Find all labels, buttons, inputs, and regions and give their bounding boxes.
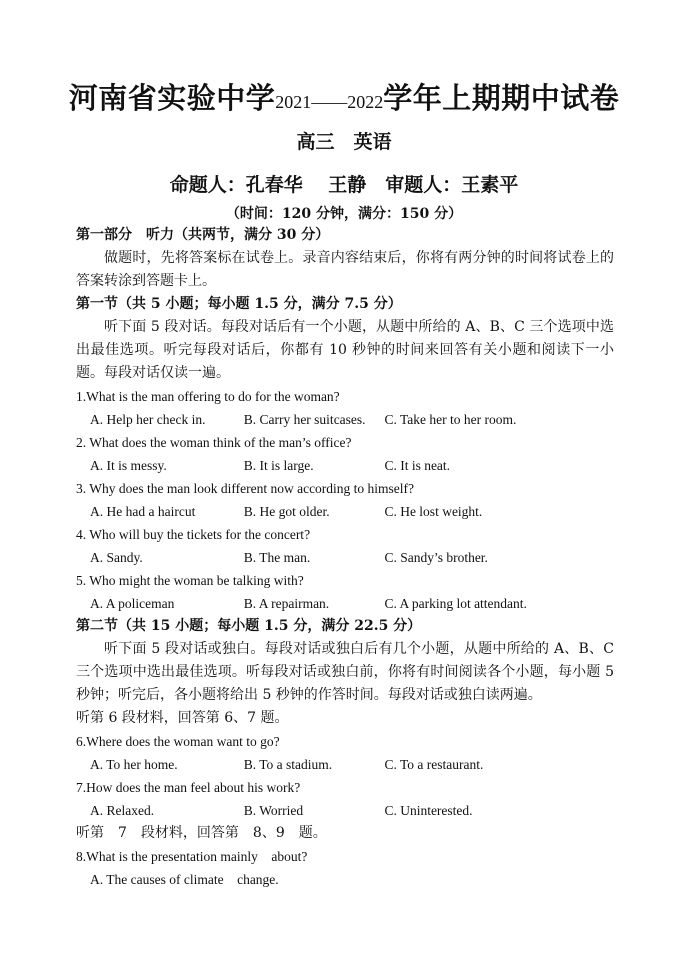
- question-7-options: [76, 799, 614, 822]
- option-b: B. He got older.: [243, 504, 330, 519]
- option-b: B. A repairman.: [243, 596, 330, 611]
- option-b: B. To a stadium.: [243, 757, 333, 772]
- option-c: C. Uninterested.: [384, 803, 473, 818]
- question-4-options: [76, 546, 614, 569]
- exam-content: [76, 224, 614, 891]
- exam-subtitle: 高三 英语: [296, 131, 392, 153]
- question-6-options: [76, 753, 614, 776]
- section2-intro: 听下面 5 段对话或独白。每段对话或独白后有几个小题，从题中所给的 A、B、C 三个选项中选出最佳选项。听每段对话或独白前，你将有时间阅读各个小题，每小题 5 秒钟；听完后，各小题将给出 5 秒钟的作答时间。每段对话或独白读两遍。: [76, 641, 614, 703]
- option-a: A. He had a haircut: [90, 504, 196, 519]
- question-1: 1.What is the man offering to do for the woman?: [76, 389, 340, 404]
- question-8: 8.What is the presentation mainly about?: [76, 849, 308, 864]
- question-3-options: [76, 500, 614, 523]
- option-a: A. To her home.: [90, 757, 178, 772]
- question-1-options: [76, 408, 614, 431]
- option-a: A. A policeman: [90, 596, 175, 611]
- option-a: A. It is messy.: [90, 458, 167, 473]
- option-b: B. The man.: [243, 550, 311, 565]
- option-c: C. To a restaurant.: [384, 757, 484, 772]
- question-7: 7.How does the man feel about his work?: [76, 780, 301, 795]
- option-a: A. The causes of climate change.: [90, 872, 279, 887]
- title-suffix: 学年上期期中试卷: [383, 81, 620, 115]
- part1-intro: 做题时，先将答案标在试卷上。录音内容结束后，你将有两分钟的时间将试卷上的答案转涂到答题卡上。: [76, 250, 614, 289]
- part1-heading: 第一部分 听力（共两节，满分 30 分）: [76, 227, 330, 243]
- question-5-options: [76, 592, 614, 615]
- section2-heading: 第二节（共 15 小题；每小题 1.5 分，满分 22.5 分）: [76, 618, 422, 634]
- question-6: 6.Where does the woman want to go?: [76, 734, 280, 749]
- exam-time-info: （时间：120 分钟，满分：150 分）: [225, 206, 463, 222]
- option-c: C. Sandy’s brother.: [384, 550, 488, 565]
- material-7-note: 听第 7 段材料，回答第 8、9 题。: [76, 825, 327, 841]
- question-8-options: [76, 868, 614, 891]
- question-2-options: [76, 454, 614, 477]
- question-5: 5. Who might the woman be talking with?: [76, 573, 304, 588]
- title-year: 2021——2022: [275, 92, 384, 112]
- material-6-note: 听第 6 段材料，回答第 6、7 题。: [76, 710, 289, 726]
- exam-title: [0, 76, 688, 117]
- question-3: 3. Why does the man look different now according to himself?: [76, 481, 415, 496]
- section1-heading: 第一节（共 5 小题；每小题 1.5 分，满分 7.5 分）: [76, 296, 402, 312]
- option-a: A. Help her check in.: [90, 412, 206, 427]
- option-b: B. Worried: [243, 803, 304, 818]
- option-b: B. Carry her suitcases.: [243, 412, 366, 427]
- option-c: C. A parking lot attendant.: [384, 596, 527, 611]
- question-2: 2. What does the woman think of the man’s office?: [76, 435, 352, 450]
- option-c: C. He lost weight.: [384, 504, 483, 519]
- title-prefix: 河南省实验中学: [68, 81, 276, 115]
- option-a: A. Relaxed.: [90, 803, 155, 818]
- option-b: B. It is large.: [243, 458, 314, 473]
- option-a: A. Sandy.: [90, 550, 143, 565]
- exam-setters: 命题人：孔春华 王静 审题人：王素平: [169, 174, 519, 196]
- question-4: 4. Who will buy the tickets for the concert?: [76, 527, 311, 542]
- option-c: C. It is neat.: [384, 458, 451, 473]
- option-c: C. Take her to her room.: [384, 412, 517, 427]
- section1-intro: 听下面 5 段对话。每段对话后有一个小题，从题中所给的 A、B、C 三个选项中选出最佳选项。听完每段对话后，你都有 10 秒钟的时间来回答有关小题和阅读下一小题。每段对话仅读一遍。: [76, 319, 614, 381]
